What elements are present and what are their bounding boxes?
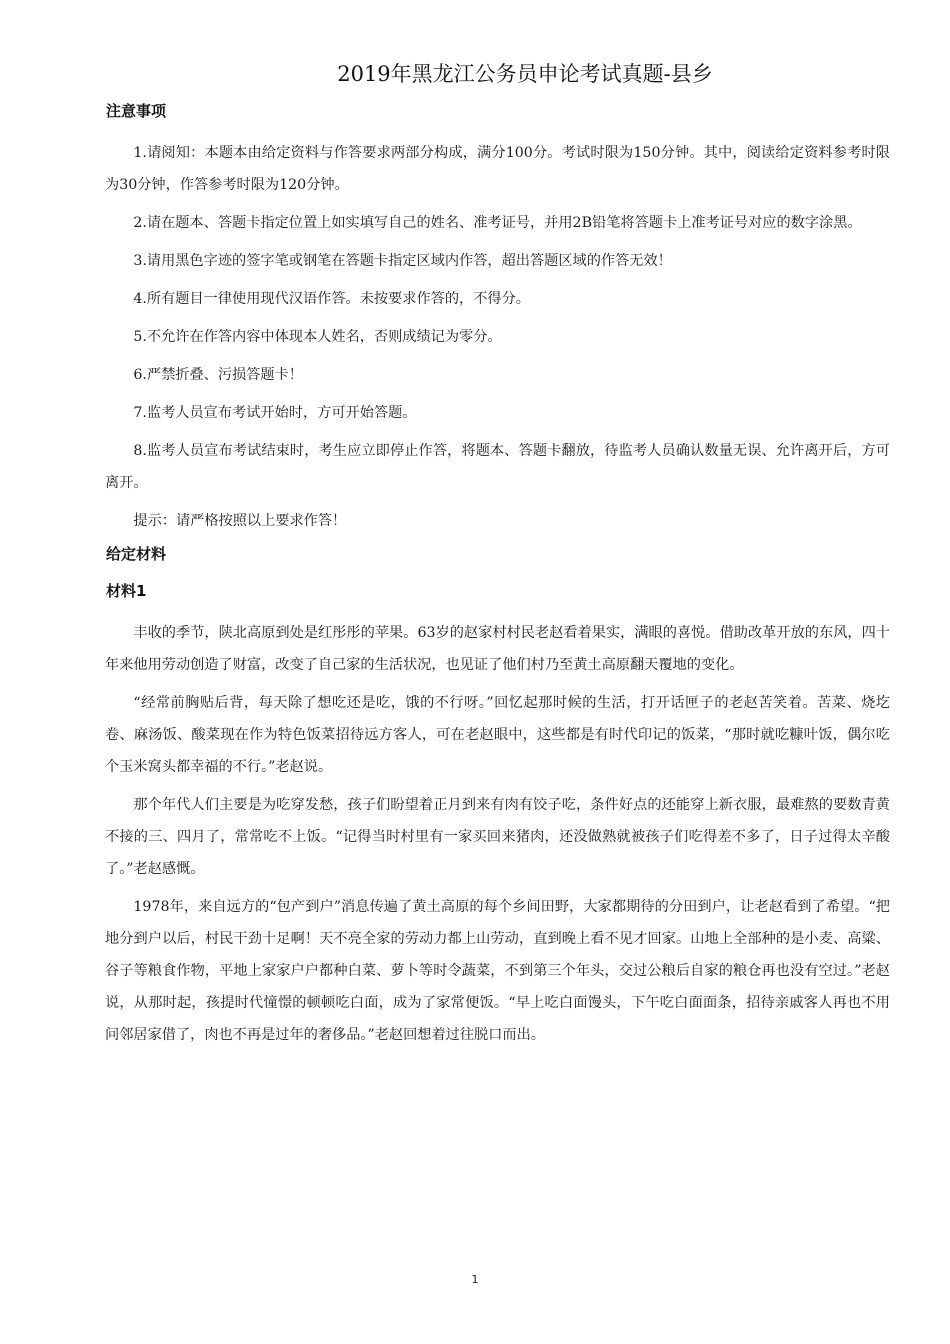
material-paragraph: 那个年代人们主要是为吃穿发愁，孩子们盼望着正月到来有肉有饺子吃，条件好点的还能穿上新衣服，最难熬的要数青黄不接的三、四月了，常常吃不上饭。“记得当时村里有一家买回来猪肉，还没做熟就被孩子们吃得差不多了，日子过得太辛酸了。”老赵感慨。 <box>105 797 890 877</box>
material-1-heading: 材料1 <box>106 582 147 600</box>
notice-item: 6.严禁折叠、污损答题卡！ <box>133 367 303 383</box>
material-paragraph: 丰收的季节，陕北高原到处是红彤彤的苹果。63岁的赵家村村民老赵看着果实，满眼的喜悦。借助改革开放的东风，四十年来他用劳动创造了财富，改变了自己家的生活状况，也见证了他们村乃至黄土高原翻天覆地的变化。 <box>105 625 890 673</box>
notice-item: 7.监考人员宣布考试开始时，方可开始答题。 <box>133 405 417 421</box>
notice-item: 5.不允许在作答内容中体现本人姓名，否则成绩记为零分。 <box>133 329 502 345</box>
material-1-text <box>106 617 890 1051</box>
materials-heading: 给定材料 <box>106 545 167 563</box>
document-body <box>106 100 890 1057</box>
notice-list <box>106 137 890 537</box>
page-title: 2019年黑龙江公务员申论考试真题-县乡 <box>337 62 713 86</box>
notice-heading: 注意事项 <box>106 102 167 120</box>
notice-item: 8.监考人员宣布考试结束时，考生应立即停止作答，将题本、答题卡翻放，待监考人员确认数量无误、允许离开后，方可离开。 <box>105 443 890 491</box>
notice-item: 1.请阅知：本题本由给定资料与作答要求两部分构成，满分100分。考试时限为150分钟。其中，阅读给定资料参考时限为30分钟，作答参考时限为120分钟。 <box>105 145 890 193</box>
page-number: 1 <box>471 1273 479 1286</box>
material-paragraph: 1978年，来自远方的“包产到户”消息传遍了黄土高原的每个乡间田野，大家都期待的分田到户，让老赵看到了希望。“把地分到户以后，村民干劲十足啊！天不亮全家的劳动力都上山劳动，直到晚上看不见才回家。山地上全部种的是小麦、高粱、谷子等粮食作物，平地上家家户户都种白菜、萝卜等时令蔬菜，不到第三个年头，交过公粮后自家的粮仓再也没有空过。”老赵说，从那时起，孩提时代憧憬的顿顿吃白面，成为了家常便饭。“早上吃白面馒头，下午吃白面面条，招待亲戚客人再也不用问邻居家借了，肉也不再是过年的奢侈品。”老赵回想着过往脱口而出。 <box>105 899 890 1043</box>
notice-item: 4.所有题目一律使用现代汉语作答。未按要求作答的，不得分。 <box>133 291 530 307</box>
material-paragraph: “经常前胸贴后背，每天除了想吃还是吃，饿的不行呀。”回忆起那时候的生活，打开话匣子的老赵苦笑着。苦菜、烧圪卷、麻汤饭、酸菜现在作为特色饭菜招待远方客人，可在老赵眼中，这些都是有时代印记的饭菜，“那时就吃糠叶饭，偶尔吃个玉米窝头都幸福的不行。”老赵说。 <box>105 695 890 775</box>
notice-item: 2.请在题本、答题卡指定位置上如实填写自己的姓名、准考证号，并用2B铅笔将答题卡上准考证号对应的数字涂黑。 <box>133 215 862 231</box>
notice-tip: 提示：请严格按照以上要求作答！ <box>133 513 347 529</box>
notice-item: 3.请用黑色字迹的签字笔或钢笔在答题卡指定区域内作答，超出答题区域的作答无效！ <box>133 253 672 269</box>
